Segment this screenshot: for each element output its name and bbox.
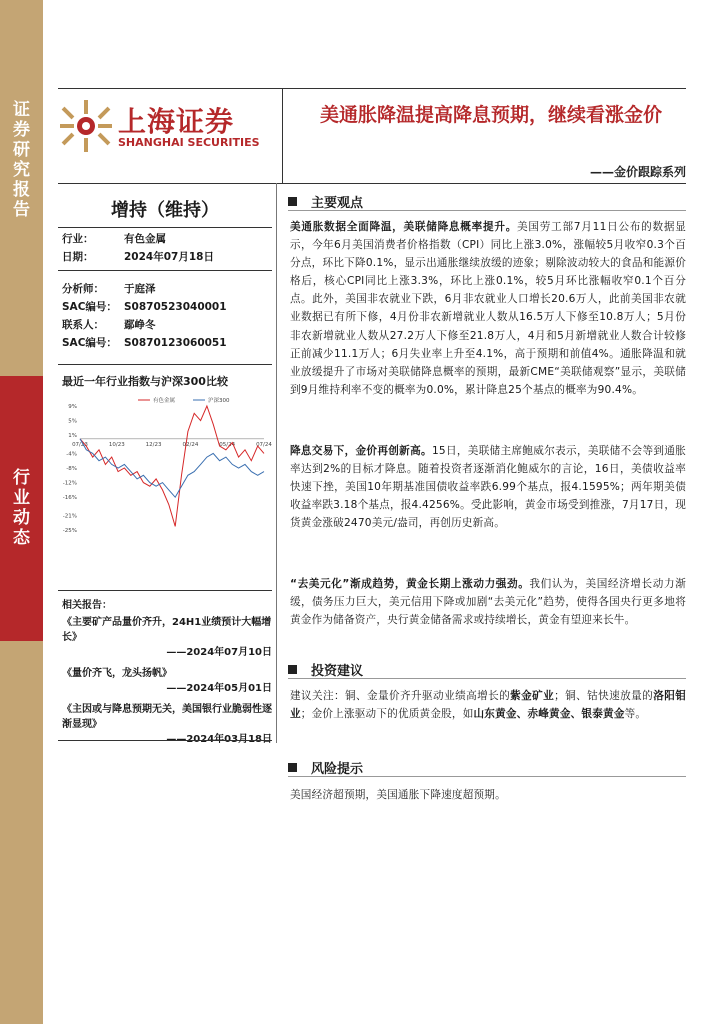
- paragraph-body: 美国劳工部7月11日公布的数据显示，今年6月美国消费者价格指数（CPI）同比上涨3.0%，涨幅较5月收窄0.3个百分点，环比下降0.1%，显示出通胀继续放缓的迹象；剔除波动较大的食品和能源价格后，核心CPI同比上涨3.3%，环比上涨0.1%，较5月环比涨幅收窄0.1个百分点。此外，美国非农就业下跌，6月非农就业人口增长20.6万人，此前美国非农就业数据已有所下修，4月份非农新增就业人数从16.5万人下修至10.8万人；5月份非农新增就业人数从27.2万人下修至21.8万人，4月和5月新增就业人数合计较修正前减少11.1万人；6月失业率上升至4.1%，高于预期和前值4%。通胀降温和就业放缓提升了市场对美联储降息概率的预期，最新CME“美联储观察”显示，美联储到9月维持利率不变的概率为0.0%，累计降息25个基点的概率为90.4%。: [290, 221, 687, 396]
- header-bottom-rule: [58, 183, 686, 184]
- related-item[interactable]: [62, 615, 272, 660]
- info-value: 有色金属: [124, 233, 166, 245]
- sidebar: [0, 0, 43, 1024]
- related-reports: [62, 598, 272, 753]
- info-key: SAC编号：: [62, 301, 117, 313]
- paragraph-lead: 降息交易下，金价再创新高。: [290, 445, 432, 457]
- report-title: 美通胀降温提高降息预期，继续看涨金价: [319, 104, 662, 126]
- main-paragraph-2: [290, 442, 686, 532]
- section-rule: [288, 776, 686, 777]
- bullet-square-icon: [288, 665, 297, 674]
- y-tick-label: -16%: [62, 495, 77, 502]
- info-key: 联系人：: [62, 319, 104, 331]
- invest-stock: 紫金矿业: [510, 690, 555, 702]
- invest-text: ；金价上涨驱动下的优质黄金股，如: [300, 708, 474, 721]
- x-tick-label: 12/23: [145, 441, 162, 448]
- info-value: 于庭泽: [124, 283, 156, 295]
- info-row: [62, 334, 227, 352]
- bullet-square-icon: [288, 197, 297, 206]
- shanghai-securities-logo-icon: [58, 98, 114, 154]
- x-tick-label: 07/24: [256, 441, 272, 448]
- section-main-heading: [288, 192, 363, 211]
- report-series: ——金价跟踪系列: [589, 165, 686, 179]
- brand-name-cn: 上海证券: [118, 105, 235, 138]
- column-divider: [276, 183, 277, 743]
- risk-paragraph: 美国经济超预期，美国通胀下降速度超预期。: [290, 789, 506, 801]
- section-rule: [288, 210, 686, 211]
- chart-top-rule: [58, 364, 272, 365]
- section-title: 风险提示: [311, 762, 364, 777]
- related-title[interactable]: 《主因或与降息预期无关，美国银行业脆弱性逐渐显现》: [62, 704, 272, 730]
- info-block-2: [62, 280, 227, 352]
- section-title: 主要观点: [311, 196, 364, 211]
- y-tick-label: -8%: [66, 466, 77, 472]
- paragraph-body: 15日，美联储主席鲍威尔表示，美联储不会等到通胀率达到2%的目标才降息。随着投资者逐渐消化鲍威尔的言论，16日，美债收益率快速下挫，美国10年期基准国债收益率跌6.99个基点，报4.1595%；两年期美债收益率跌3.18个基点，报4.4256%。受此影响，黄金市场受到推涨，7月17日，现货黄金涨破2470美元/盎司，再创历史新高。: [290, 445, 686, 530]
- sidebar-top-label: 证 券 研 究 报 告: [13, 100, 30, 220]
- bullet-square-icon: [288, 763, 297, 772]
- info-row: [62, 280, 227, 298]
- section-risk-heading: [288, 758, 363, 777]
- main-paragraph-3: [290, 575, 686, 629]
- brand-name-en: SHANGHAI SECURITIES: [118, 136, 260, 149]
- info-row: [62, 316, 227, 334]
- related-title[interactable]: 《量价齐飞，龙头扬帆》: [62, 668, 172, 679]
- related-date: ——2024年07月10日: [166, 647, 272, 658]
- x-tick-label: 05/24: [219, 441, 236, 448]
- info-rule: [58, 270, 272, 271]
- main-paragraph-1: [290, 218, 686, 399]
- paragraph-body: 我们认为，美国经济增长动力渐缓，债务压力巨大，美元信用下降或加剧“去美元化”趋势，使得各国央行更多地将黄金作为储备资产，央行黄金储备需求或持续增长，黄金有望迎来长牛。: [290, 578, 686, 627]
- related-heading: 相关报告：: [62, 600, 112, 611]
- info-value: S0870523040001: [124, 301, 227, 313]
- info-key: SAC编号：: [62, 337, 117, 349]
- y-tick-label: 1%: [68, 433, 77, 440]
- related-title[interactable]: 《主要矿产品量价齐升，24H1业绩预计大幅增长》: [62, 617, 272, 643]
- related-item[interactable]: [62, 666, 272, 696]
- header-top-rule: [58, 88, 686, 89]
- y-tick-label: -25%: [62, 528, 77, 534]
- header-divider: [282, 88, 283, 183]
- x-tick-label: 10/23: [108, 441, 125, 448]
- rating: 增持（维持）: [111, 200, 219, 221]
- x-tick-label: 07/23: [72, 441, 88, 448]
- info-key: 日期：: [62, 251, 94, 263]
- y-tick-label: -21%: [62, 513, 77, 520]
- y-tick-label: -4%: [66, 451, 77, 458]
- y-tick-label: 9%: [68, 404, 77, 410]
- invest-text: 等。: [624, 708, 647, 721]
- chart-title: 最近一年行业指数与沪深300比较: [62, 375, 228, 388]
- info-row: [62, 298, 227, 316]
- invest-stock: 洛阳钼业: [290, 690, 686, 721]
- related-date: ——2024年05月01日: [166, 683, 272, 694]
- related-top-rule: [58, 590, 272, 591]
- info-key: 分析师：: [62, 283, 104, 295]
- info-value: 鄢峥冬: [124, 319, 156, 331]
- info-value: S0870123060051: [124, 337, 227, 349]
- sidebar-bottom-label: 行 业 动 态: [13, 468, 30, 548]
- invest-stock: 山东黄金、赤峰黄金、银泰黄金: [473, 708, 625, 721]
- series-line-1: [80, 439, 264, 497]
- legend-label: 沪深300: [208, 398, 230, 404]
- info-block-1: [62, 230, 214, 266]
- section-rule: [288, 678, 686, 679]
- invest-text: ；铜、钴快速放量的: [554, 690, 654, 702]
- info-row: [62, 230, 214, 248]
- related-date: ——2024年03月18日: [166, 734, 272, 745]
- y-tick-label: 5%: [68, 418, 77, 425]
- section-invest-heading: [288, 660, 363, 679]
- info-value: 2024年07月18日: [124, 251, 214, 263]
- paragraph-lead: “去美元化”渐成趋势，黄金长期上涨动力强劲。: [290, 578, 530, 590]
- info-row: [62, 248, 214, 266]
- invest-paragraph: [290, 687, 686, 723]
- related-bottom-rule: [58, 740, 272, 741]
- y-tick-label: -12%: [62, 480, 77, 487]
- legend-label: 有色金属: [153, 398, 176, 404]
- index-comparison-chart: [58, 392, 272, 537]
- paragraph-lead: 美通胀数据全面降温，美联储降息概率提升。: [290, 221, 518, 233]
- invest-text: 建议关注：铜、金量价齐升驱动业绩高增长的: [290, 690, 511, 702]
- rating-rule: [58, 227, 272, 228]
- x-tick-label: 02/24: [182, 441, 199, 448]
- section-title: 投资建议: [311, 664, 364, 679]
- info-key: 行业：: [62, 233, 94, 245]
